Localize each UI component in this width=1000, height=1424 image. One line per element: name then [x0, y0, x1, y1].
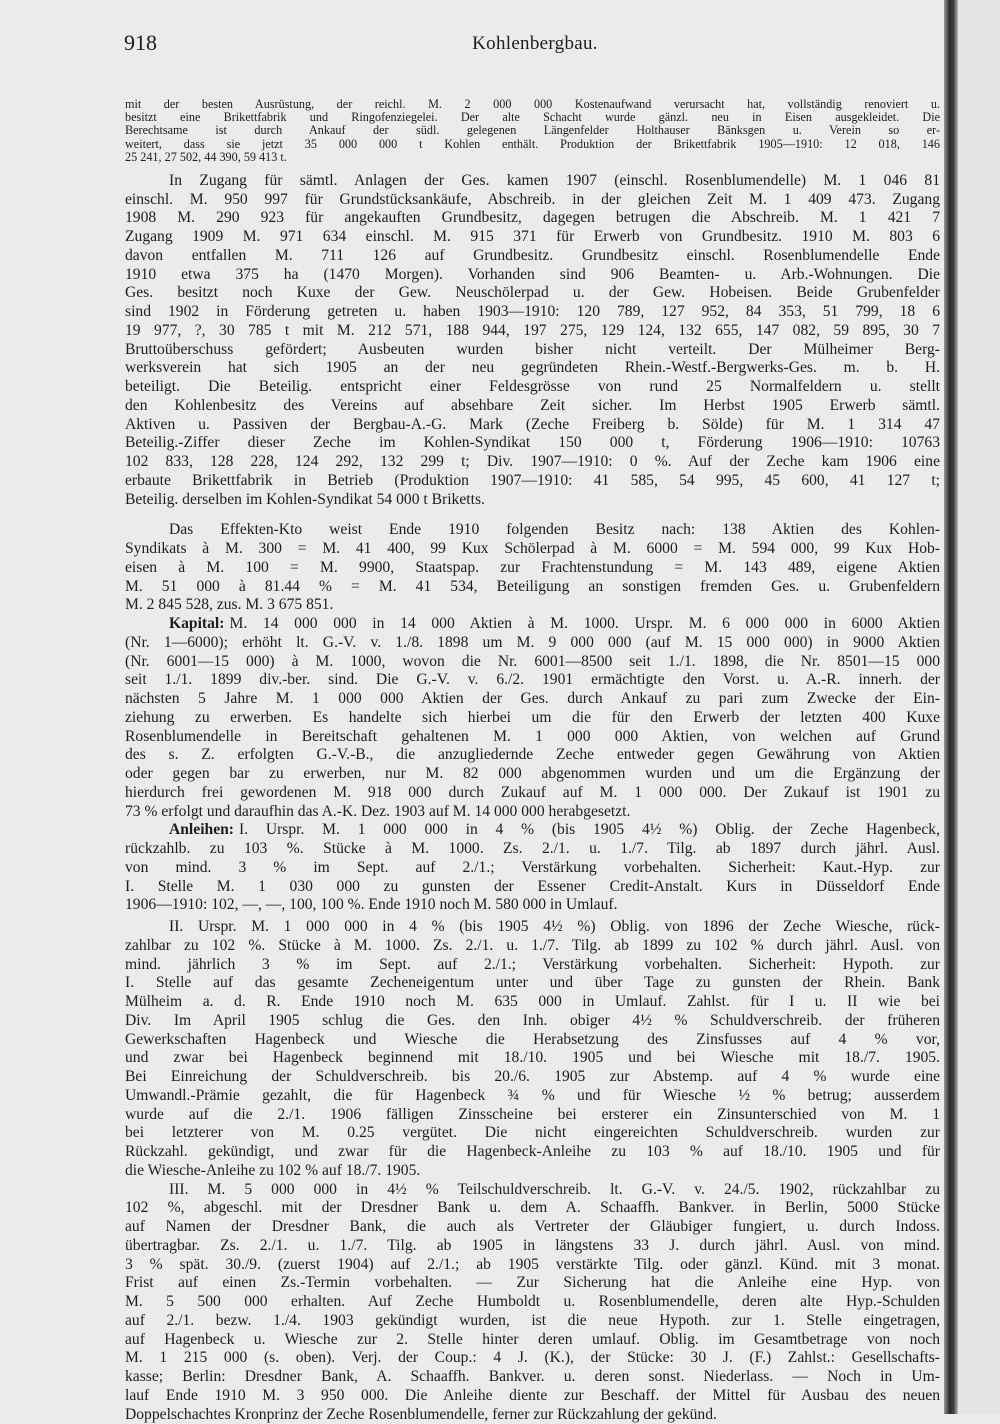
text-line: M. 1 215 000 (s. oben). Verj. der Coup.: 4 J. (K.), der Stücke: 30 J. (F.) Zahlst.: Gesellschafts- — [125, 1349, 940, 1367]
text-line: 25 241, 27 502, 44 390, 59 413 t. — [125, 150, 287, 164]
page-number: 918 — [124, 30, 157, 55]
text-line: 1908 M. 290 923 für angekauften Grundbesitz, dagegen betrugen die Abschreib. M. 1 421 7 — [125, 209, 940, 227]
text-line: eisen à M. 100 = M. 9900, Staatspap. zur Frachtenstundung = M. 143 489, eigene Aktien — [125, 558, 940, 576]
text-line: (Nr. 6001—15 000) à M. 1000, wovon die Nr. 6001—8500 seit 1./1. 1898, die Nr. 8501—15 000 — [125, 652, 940, 670]
text-line — [125, 821, 940, 840]
text-line: und zwar bei Hagenbeck beginnend mit 18./10. 1905 und bei Wiesche mit 18./7. 1905. — [125, 1049, 940, 1067]
text-line: nächsten 5 Jahre M. 1 000 000 Aktien der Ges. durch Ankauf zu pari zum Zwecke der Ein- — [125, 690, 940, 708]
text-line — [125, 615, 940, 634]
text-line: den Kohlenbesitz des Vereins auf absehbare Zeit sicher. Im Herbst 1905 Erwerb sämtl. — [125, 396, 940, 414]
text-line: Bruttoüberschuss gefördert; Ausbeuten wurden bisher nicht verteilt. Der Mülheimer Berg- — [125, 340, 940, 358]
text-line: 1906—1910: 102, —, —, 100, 100 %. Ende 1910 noch M. 580 000 in Umlauf. — [125, 896, 618, 914]
text-line: (Nr. 1—6000); erhöht lt. G.-V. v. 1./8. 1898 um M. 9 000 000 (auf M. 15 000 000) in 9000 Aktien — [125, 633, 940, 651]
text-line: zahlbar zu 102 %. Stücke à M. 1000. Zs. 2./1. u. 1./7. Tilg. ab 1899 zu 102 % durch jährl. Ausl. von — [125, 936, 940, 954]
text-line: rückzahlb. zu 103 %. Stücke à M. 1000. Zs. 2./1. u. 1./7. Tilg. ab 1897 durch jährl. Ausl. — [125, 840, 940, 858]
text-line: Bei Einreichung der Schuldverschreib. bis 20./6. 1905 zur Abstemp. auf 4 % wurde eine — [125, 1068, 940, 1086]
text-line: Zugang 1909 M. 971 634 einschl. M. 915 371 für Erwerb von Grundbesitz. 1910 M. 803 6 — [125, 228, 940, 246]
paragraph — [125, 172, 955, 510]
text-line: besitzt eine Brikettfabrik und Ringofenziegelei. Der alte Schacht wurde gänzl. neu in Eisen ausgekleidet. Die — [125, 111, 940, 125]
text-line: III. M. 5 000 000 in 4½ % Teilschuldverschreib. lt. G.-V. v. 24./5. 1902, rückzahlbar zu — [169, 1180, 940, 1198]
text-line: 73 % erfolgt und daraufhin das A.-K. Dez. 1903 auf M. 14 000 000 herabgesetzt. — [125, 802, 631, 820]
text-line: Rückzahl. gekündigt, und zwar für die Hagenbeck-Anleihe zu 103 % auf 18./10. 1905 und für — [125, 1143, 940, 1161]
text-line: lauf Ende 1910 M. 3 950 000. Die Anleihe diente zur Beschaff. der Mittel für Ausbau des neuen — [125, 1386, 940, 1404]
text-line: Gewerkschaften Hagenbeck und Wiesche die Herabsetzung des Zinsfusses auf 4 % vor, — [125, 1030, 940, 1048]
text-line: 3 % spät. 30./9. (zuerst 1904) auf 2./1.; ab 1905 verstärkte Tilg. oder gänzl. Künd. mit 3 monat. — [125, 1255, 940, 1273]
line-text: I. Urspr. M. 1 000 000 in 4 % (bis 1905 4½ %) Oblig. der Zeche Hagenbeck, — [238, 821, 940, 839]
text-line: übertragbar. Zs. 2./1. u. 1./7. Tilg. ab 1905 in längstens 33 J. durch jährl. Ausl. von mind. — [125, 1236, 940, 1254]
text-line: mind. jährlich 3 % im Sept. auf 2./1.; Verstärkung vorbehalten. Sicherheit: Hypoth. zur — [125, 955, 940, 973]
text-line: Div. Im April 1905 schlug die Ges. den Inh. obiger 4½ % Schuldverschreib. der früheren — [125, 1011, 940, 1029]
paragraph — [125, 918, 955, 1181]
section-label: Kapital: — [169, 615, 225, 633]
text-line: die Wiesche-Anleihe zu 102 % auf 18./7. 1905. — [125, 1161, 421, 1179]
text-line: Mülheim a. d. R. Ende 1910 noch M. 635 000 in Umlauf. Zahlst. für I u. II wie bei — [125, 993, 940, 1011]
text-line: M. 2 845 528, zus. M. 3 675 851. — [125, 596, 334, 614]
text-line: weitert, dass sie jetzt 35 000 000 t Kohlen enthält. Produktion der Brikettfabrik 1905—1910: 12 018, 146 — [125, 137, 940, 151]
text-line: M. 51 000 à 81.44 % = M. 41 534, Beteiligung an sonstigen fremden Ges. u. Grubenfeldern — [125, 577, 940, 595]
text-line: davon entfallen M. 711 126 auf Grundbesitz. Grundbesitz einschl. Rosenblumendelle Ende — [125, 246, 940, 264]
running-title: Kohlenbergbau. — [472, 33, 598, 54]
text-line: Rosenblumendelle in Bereitschaft gehaltenen M. 1 000 000 Aktien, von welchen auf Grund — [125, 727, 940, 745]
text-line: werksverein hat sich 1905 an der neu gegründeten Rhein.-Westf.-Bergwerks-Ges. m. b. H. — [125, 359, 940, 377]
text-line: Syndikats à M. 300 = M. 41 400, 99 Kux Schölerpad à M. 6000 = M. 594 000, 99 Kux Hob- — [125, 540, 940, 558]
text-line: M. 5 500 000 erhalten. Auf Zeche Humboldt u. Rosenblumendelle, deren alte Hyp.-Schulden — [125, 1293, 940, 1311]
text-line: wurde auf die 2./1. 1906 fälligen Zinsscheine bei ersterer ein Zinsunterschied von M. 1 — [125, 1105, 940, 1123]
text-line: Das Effekten-Kto weist Ende 1910 folgenden Besitz nach: 138 Aktien des Kohlen- — [169, 521, 940, 539]
text-line: II. Urspr. M. 1 000 000 in 4 % (bis 1905 4½ %) Oblig. von 1896 der Zeche Wiesche, rück- — [169, 918, 940, 936]
text-line: Ges. besitzt noch Kuxe der Gew. Neuschölerpad u. der Gew. Hobeisen. Beide Grubenfelder — [125, 284, 940, 302]
text-line: seit 1./1. 1899 div.-ber. sind. Die G.-V. v. 6./2. 1901 ermächtigte den Vorst. u. A.-R. innerh. der — [125, 671, 940, 689]
text-line: auf 2./1. bezw. 1./4. 1903 gekündigt wurden, ist die neue Hypoth. zur 1. Stelle eingetragen, — [125, 1311, 940, 1329]
line-text: M. 14 000 000 in 14 000 Aktien à M. 1000. Urspr. M. 6 000 000 in 6000 Aktien — [229, 615, 940, 633]
text-line: Umwandl.-Prämie gezahlt, die für Hagenbeck ¾ % und für Wiesche ½ % betrug; ausserdem — [125, 1086, 940, 1104]
main-text — [125, 172, 955, 1424]
text-line: hierdurch frei gewordenen M. 918 000 durch Zukauf auf M. 1 000 000. Der Zukauf ist 1901 zu — [125, 783, 940, 801]
text-line: auf Namen der Dresdner Bank, die auch als Vertreter der Gläubiger fungiert, u. durch Indoss. — [125, 1218, 940, 1236]
text-line: von mind. 3 % im Sept. auf 2./1.; Verstärkung vorbehalten. Sicherheit: Kaut.-Hyp. zur — [125, 858, 940, 876]
text-line: sind 1902 in Förderung getreten u. haben 1903—1910: 120 789, 127 952, 84 353, 51 799, 18 6 — [125, 303, 940, 321]
text-line: Berechtsame ist durch Ankauf der südl. gelegenen Längenfelder Holthauser Bänksgen u. Verein so er- — [125, 124, 940, 138]
text-line: einschl. M. 950 997 für Grundstücksankäufe, Abschreib. in der gleichen Zeit M. 1 409 473. Zugang — [125, 190, 940, 208]
text-line: kasse; Berlin: Dresdner Bank, A. Schaaffh. Bankver. u. deren sonst. Niederlass. — Noch in Um- — [125, 1368, 940, 1386]
text-line: oder gegen bar zu erwerben, nur M. 82 000 abgenommen wurden und um die Ergänzung der — [125, 765, 940, 783]
section-label: Anleihen: — [169, 821, 234, 839]
text-line: beteiligt. Die Beteilig. entspricht einer Feldesgrösse von rund 25 Normalfeldern u. stellt — [125, 378, 940, 396]
text-line: 102 %, abgeschl. mit der Dresdner Bank u. dem A. Schaaffh. Bankver. in Berlin, 5000 Stücke — [125, 1199, 940, 1217]
small-print-paragraph — [125, 98, 955, 164]
text-line: Doppelschachtes Kronprinz der Zeche Rosenblumendelle, ferner zur Rückzahlung der gekünd. — [125, 1405, 717, 1423]
text-line: In Zugang für sämtl. Anlagen der Ges. kamen 1907 (einschl. Rosenblumendelle) M. 1 046 81 — [169, 171, 940, 189]
text-line: ziehung zu erwerben. Es handelte sich hierbei um die für den Erwerb der letzten 400 Kuxe — [125, 708, 940, 726]
text-line: 102 833, 128 228, 124 292, 132 299 t; Div. 1907—1910: 0 %. Auf der Zeche kam 1906 eine — [125, 453, 940, 471]
paragraph — [125, 1181, 955, 1424]
paragraph — [125, 521, 955, 615]
text-line: Aktiven u. Passiven der Bergbau-A.-G. Mark (Zeche Freiberg b. Sölde) für M. 1 314 47 — [125, 415, 940, 433]
page-fold-shadow — [944, 0, 958, 1414]
text-column — [125, 98, 955, 1424]
text-line: Beteilig.-Ziffer dieser Zeche im Kohlen-Syndikat 150 000 t, Förderung 1906—1910: 10763 — [125, 434, 940, 452]
text-line: auf Hagenbeck u. Wiesche zur 2. Stelle hinter deren umlauf. Oblig. im Gesamtbetrage von noch — [125, 1330, 940, 1348]
text-line: Frist auf einen Zs.-Termin vorbehalten. — Zur Sicherung hat die Anleihe eine Hyp. von — [125, 1274, 940, 1292]
text-line: mit der besten Ausrüstung, der reichl. M. 2 000 000 Kostenaufwand verursacht hat, vollständig renoviert u. — [125, 98, 940, 111]
text-line: 19 977, ?, 30 785 t mit M. 212 571, 188 944, 197 275, 129 124, 132 655, 147 082, 59 895, 30 7 — [125, 321, 940, 339]
adjacent-page-edge — [958, 0, 1000, 1414]
text-line: erbaute Brikettfabrik in Betrieb (Produktion 1907—1910: 41 585, 54 995, 45 600, 41 127 t; — [125, 471, 940, 489]
text-line: I. Stelle auf das gesamte Zecheneigentum unter und über Tage zu gunsten der Rhein. Bank — [125, 974, 940, 992]
text-line: I. Stelle M. 1 030 000 zu gunsten der Essener Credit-Anstalt. Kurs in Düsseldorf Ende — [125, 877, 940, 895]
text-line: 1910 etwa 375 ha (1470 Morgen). Vorhanden sind 906 Beamten- u. Arb.-Wohnungen. Die — [125, 265, 940, 283]
text-line: des s. Z. erfolgten G.-V.-B., die anzugliedernde Zeche entweder gegen Gewährung von Aktien — [125, 746, 940, 764]
paragraph — [125, 821, 955, 915]
paragraph — [125, 615, 955, 821]
text-line: bei letzterer von M. 0.25 vergütet. Die nicht eingereichten Schuldverschreib. wurden zur — [125, 1124, 940, 1142]
text-line: Beteilig. derselben im Kohlen-Syndikat 54 000 t Briketts. — [125, 490, 485, 508]
